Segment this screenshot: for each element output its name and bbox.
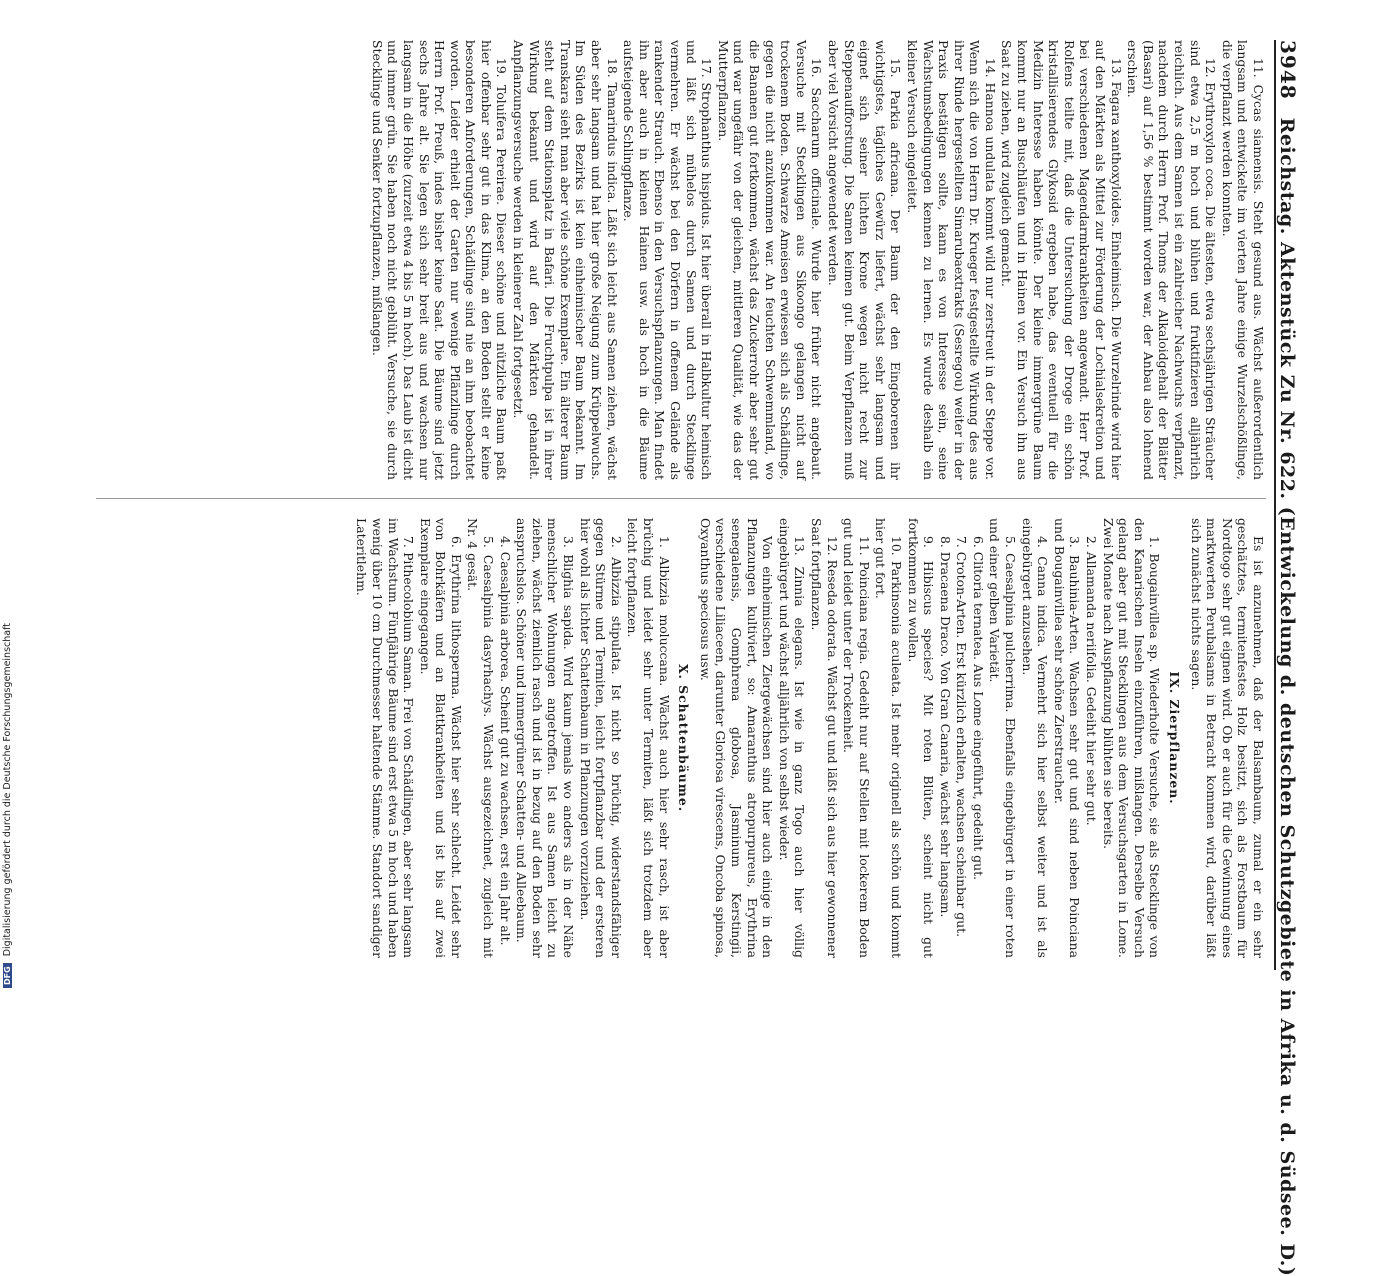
- paragraph: 11. Cycas siamensis. Steht gesund aus. Wächst außerordentlich langsam und entwickelte im vierten Jahre einige Wurzelschößlinge, die verpflanzt werden konnten.: [1219, 40, 1266, 480]
- paragraph: 1. Albizzia moluccana. Wächst auch hier sehr rasch, ist aber brüchig und leidet sehr unter Termiten, läßt sich trotzdem aber leicht fortpflanzen.: [625, 518, 672, 958]
- section-heading: X. Schattenbäume.: [676, 663, 692, 813]
- paragraph: 17. Strophanthus hispidus. Ist hier überall in Halbkultur heimisch und läßt sich mühelos durch Samen und durch Stecklinge vermehren. Er wächst bei den Dörfern in offenem Gelände als rankender Strauch. Ebenso in den Versuchspflanzungen. Man findet ihn aber auch in kleinen Hainen usw. als hoch in die Bäume aufsteigende Schlingpflanze.: [621, 40, 715, 480]
- paragraph: 19. Toluifera Pereirae. Dieser schöne und nützliche Baum paßt hier offenbar sehr gut in das Klima, an den Boden stellt er keine besonderen Anforderungen, Schädlinge sind nie an ihm beobachtet worden. Leider erhielt der Garten nur wenige Pflänzlinge durch Herrn Prof. Preuß, indes bisher keine Saat. Die Bäume sind jetzt sechs Jahre alt. Sie legen sich sehr breit aus und wachsen nur langsam in die Höhe (zurzeit etwa 4 bis 5 m hoch). Das Laub ist dicht und immer grün. Sie haben noch nicht geblüht. Versuche, sie durch Stecklinge und Senker fortzupflanzen, mißlangen.: [369, 40, 510, 480]
- column-divider: [96, 498, 1266, 499]
- page-number: 3948: [1276, 40, 1300, 100]
- rotated-sheet: [80, 40, 1310, 1276]
- paragraph: 2. Albizzia stipulata. Ist nicht so brüchig, widerstandsfähiger gegen Stürme und Termiten, leicht fortpflanzbar und der ersteren hier wohl als lichter Schattenbaum in Pflanzungen vorzuziehen.: [577, 518, 624, 958]
- left-column: [96, 40, 1266, 480]
- paragraph: 9. Hibiscus species? Mit roten Blüten, scheint nicht gut fortkommen zu wollen.: [905, 518, 937, 958]
- paragraph: 16. Saccharum officinale. Wurde hier früher nicht angebaut. Versuche mit Stecklingen aus Sikoongo gelangen nicht auf trockenem Boden. Schwarze Ameisen erwiesen sich als Schädlinge, gegen die nicht anzukommen war. An feuchten Schwemmland, wo die Bananen gut fortkommen, wächst das Zuckerrohr aber sehr gut und war ungefähr von der gleichen, mittleren Qualität, wie das der Mutterpflanzen.: [715, 40, 825, 480]
- paragraph: 7. Croton-Arten. Erst kürzlich erhalten, wachsen scheinbar gut.: [954, 536, 970, 938]
- section-heading: IX. Zierpflanzen.: [1167, 671, 1183, 805]
- paragraph: 18. Tamarindus indica. Läßt sich leicht aus Samen ziehen, wächst aber sehr langsam und hat hier große Neigung zum Krüppelwuchs. Im Süden des Bezirks ist kein einheimischer Baum bekannt. Im Transkara sieht man aber viele schöne Exemplare. Ein älterer Baum steht auf dem Stationsplatz in Bafari. Die Fruchtpulpa ist in ihrer Wirkung bekannt und wird auf den Märkten gehandelt. Anpflanzungsversuche werden in kleinerer Zahl fortgesetzt.: [511, 40, 620, 480]
- paragraph: 8. Dracaena Draco. Von Gran Canaria, wächst sehr langsam.: [937, 536, 953, 918]
- paragraph: 5. Caesalpinia pulcherrima. Ebenfalls eingebürgert in einer roten und einer gelben Varietät.: [987, 518, 1019, 958]
- paragraph: 1. Bougainvillea sp. Wiederholte Versuche, sie als Stecklinge von den Kanarischen Inseln einzuführen, mißlangen. Derselbe Versuch gelang aber gut mit Stecklingen aus dem Versuchsgarten in Lome. Zwei Monate nach Auspflanzung blühten sie bereits.: [1100, 518, 1163, 958]
- paragraph: 7. Pithecolobium Saman. Frei von Schädlingen, aber sehr langsam im Wachstum. Fünfjährige Bäume sind erst etwa 5 m hoch und haben wenig über 10 cm Durchmesser haltende Stämme. Standort sandiger Lateritlehm.: [354, 518, 417, 958]
- paragraph: 5. Caesalpinia dasyrhachys. Wächst ausgezeichnet, zugleich mit Nr. 4 gesät.: [465, 518, 497, 958]
- page-header: [1274, 40, 1310, 1276]
- paragraph: 6. Erythrina lithosperma. Wächst hier sehr schlecht. Leidet sehr von Bohrkäfern und an Blattkrankheiten und ist bis auf zwei Exemplare eingegangen.: [417, 518, 464, 958]
- paragraph: Es ist anzunehmen, daß der Balsambaum, zumal er ein sehr geschätztes, termitenfestes Holz besitzt, sich als Forstbaum für Nordtogo sehr gut eignen wird. Ob er auch für die Gewinnung eines marktwerten Perubalsams in Betracht kommen wird, darüber läßt sich zunächst nichts sagen.: [1188, 518, 1266, 958]
- paragraph: 14. Hannoa undulata kommt wild nur zerstreut in der Steppe vor. Wenn sich die von Herrn Dr. Krueger festgestellte Wirkung des aus ihrer Rinde hergestellten Simarubaextrakts (Sesregou) weiter in der Praxis bestätigen sollte, kann es von Interesse sein, seine Wachstumsbedingungen kennen zu lernen. Es wurde deshalb ein kleiner Versuch eingeleitet.: [904, 40, 998, 480]
- paragraph: Von einheimischen Ziergewächsen sind hier auch einige in den Pflanzungen kultiviert, so: Amaranthus atropurpureus, Erythrina senegalensis, Gomphrena globosa, Jasminum Kerstingii, verschiedene Liliaceen, darunter Gloriosa virescens, Oncoba spinosa, Oxyanthus speciosus usw.: [697, 518, 776, 958]
- paragraph: 13. Fagara xanthoxyloides. Einheimisch. Die Wurzelrinde wird hier auf den Märkten als Mittel zur Förderung der Lochialsekretion und bei verschiedenen Magendarmkrankheiten angewandt. Herr Prof. Rolfens teilte mit, daß die Untersuchung der Droge ein schön kristallisierendes Glykosid ergeben habe, das eventuell für die Medizin Interesse haben könnte. Der kleine immergrüne Baum kommt nur an Buschläufen und in Hainen vor. Ein Versuch ihn aus Saat zu ziehen, wird zugleich gemacht.: [999, 40, 1124, 480]
- paragraph: 11. Poinciana regia. Gedeiht nur auf Stellen mit lockerem Boden gut und leidet unter der Trockenheit.: [841, 518, 872, 958]
- paragraph: 3. Blighia sapida. Wird kaum jemals wo anders als in der Nähe menschlicher Wohnungen angetroffen. Ist aus Samen leicht zu ziehen, wächst ziemlich rasch und ist in bezug auf den Boden sehr anspruchslos. Schöner und immergrüner Schatten- und Alleebaum.: [514, 518, 577, 958]
- paragraph: 3. Bauhinia-Arten. Wachsen sehr gut und sind neben Poinciana und Bougainvillea sehr schöne Zierstraucher.: [1051, 518, 1083, 958]
- paragraph: 2. Allamanda neriifolia. Gedeiht hier sehr gut.: [1084, 536, 1100, 826]
- right-column: [96, 518, 1266, 958]
- paragraph: 15. Parkia africana. Der Baum der den Eingeborenen ihr wichtigstes, tägliches Gewürz liefert, wächst sehr langsam und eignet sich seiner lichten Krone wegen nicht recht zur Steppenaufforstung. Die Samen keimen gut. Beim Verpflanzen muß aber viel Vorsicht angewendet werden.: [825, 40, 904, 480]
- credit-text: Digitalisierung gefördert durch die Deutsche Forschungsgemeinschaft: [2, 622, 13, 957]
- paragraph: 6. Clitoria ternatea. Aus Lome eingeführt, gedeiht gut.: [970, 536, 986, 881]
- paragraph: 4. Caesalpinia arborea. Scheint gut zu wachsen, erst ein Jahr alt.: [497, 536, 513, 946]
- paragraph: 12. Reseda odorata. Wächst gut und läßt sich aus hier gewonnener Saat fortpflanzen.: [808, 518, 840, 958]
- paragraph: 12. Erythroxylon coca. Die ältesten, etwa sechsjährigen Sträucher sind etwa 2,5 m hoch und blühen und fruktifizieren alljährlich reichlich. Aus dem Samen ist ein zahlreicher Nachwuchs verpflanzt, nachdem durch Herrn Prof. Thoms der Alkaloidgehalt der Blätter (Basari) auf 1,56 % bestimmt worden war, der Anbau also lohnend erschien.: [1125, 40, 1219, 480]
- sidebar-credit: [2, 0, 16, 1000]
- paragraph: 4. Canna indica. Vermehrt sich hier selbst weiter und ist als eingebürgert anzusehen.: [1019, 518, 1051, 958]
- paragraph: 13. Zinnia elegans. Ist wie in ganz Togo auch hier völlig eingebürgert und wächst alljährlich von selbst wieder.: [776, 518, 808, 958]
- paragraph: 10. Parkinsonia aculeata. Ist mehr originell als schön und kommt hier gut fort.: [873, 518, 904, 958]
- dfg-logo-icon: DFG: [3, 963, 12, 988]
- page-title: Reichstag. Aktenstück Zu Nr. 622. (Entwickelung d. deutschen Schutzgebiete in Afrika u. d. Südsee. D.): [1276, 117, 1298, 1276]
